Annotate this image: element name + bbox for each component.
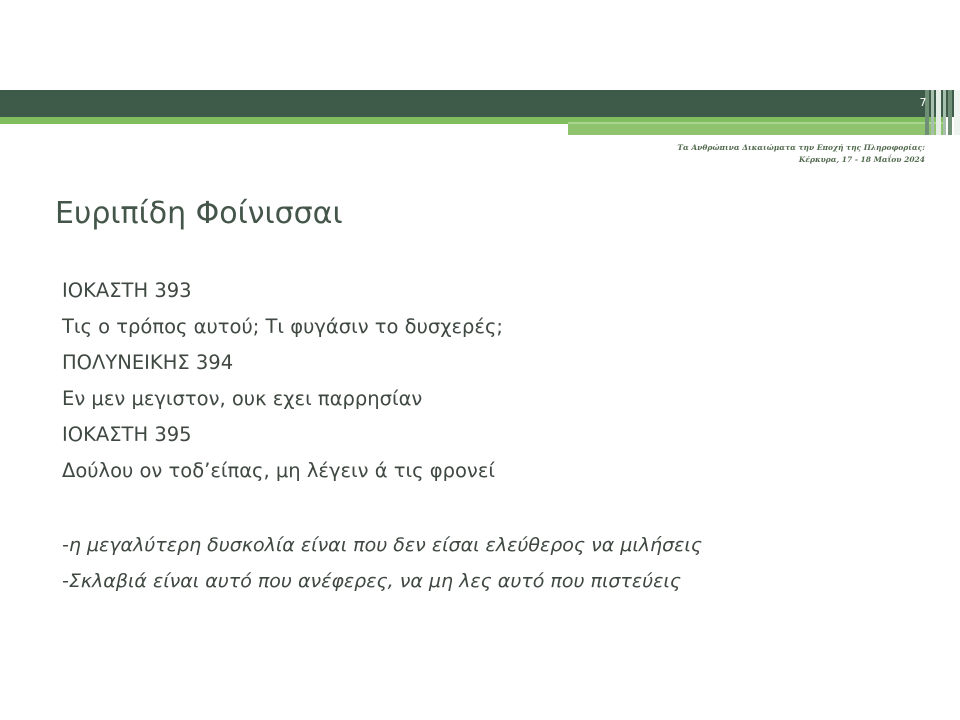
speaker-label: ΙΟΚΑΣΤΗ 395 — [62, 423, 192, 446]
footer-line-date: Κέρκυρα, 17 - 18 Μαΐου 2024 — [798, 155, 925, 164]
translation-line: -η μεγαλύτερη δυσκολία είναι που δεν είσαι ελεύθερος να μιλήσεις — [62, 534, 702, 556]
header-band-dark — [0, 90, 960, 117]
slide-title: Ευριπίδη Φοίνισσαι — [55, 196, 343, 231]
conference-footer — [565, 142, 925, 166]
header-band-accent — [568, 124, 945, 135]
translation-line: -Σκλαβιά είναι αυτό που ανέφερες, να μη λες αυτό που πιστεύεις — [62, 570, 681, 592]
verse-line: Εν μεν μεγιστον, ουκ εχει παρρησίαν — [62, 387, 423, 410]
footer-line-title: Τα Ανθρώπινα Δικαιώματα την Εποχή της Πληροφορίας: — [677, 143, 925, 152]
spacer — [62, 489, 932, 527]
verse-line: Δούλου ον τοδ’είπας, μη λέγειν ά τις φρονεί — [62, 459, 495, 482]
verse-line: Τις ο τρόπος αυτού; Τι φυγάσιν το δυσχερές; — [62, 315, 503, 338]
slide-number: 7 — [919, 96, 927, 109]
speaker-label: ΙΟΚΑΣΤΗ 393 — [62, 279, 192, 302]
speaker-label: ΠΟΛΥΝΕΙΚΗΣ 394 — [62, 351, 234, 374]
slide-body — [62, 273, 932, 599]
